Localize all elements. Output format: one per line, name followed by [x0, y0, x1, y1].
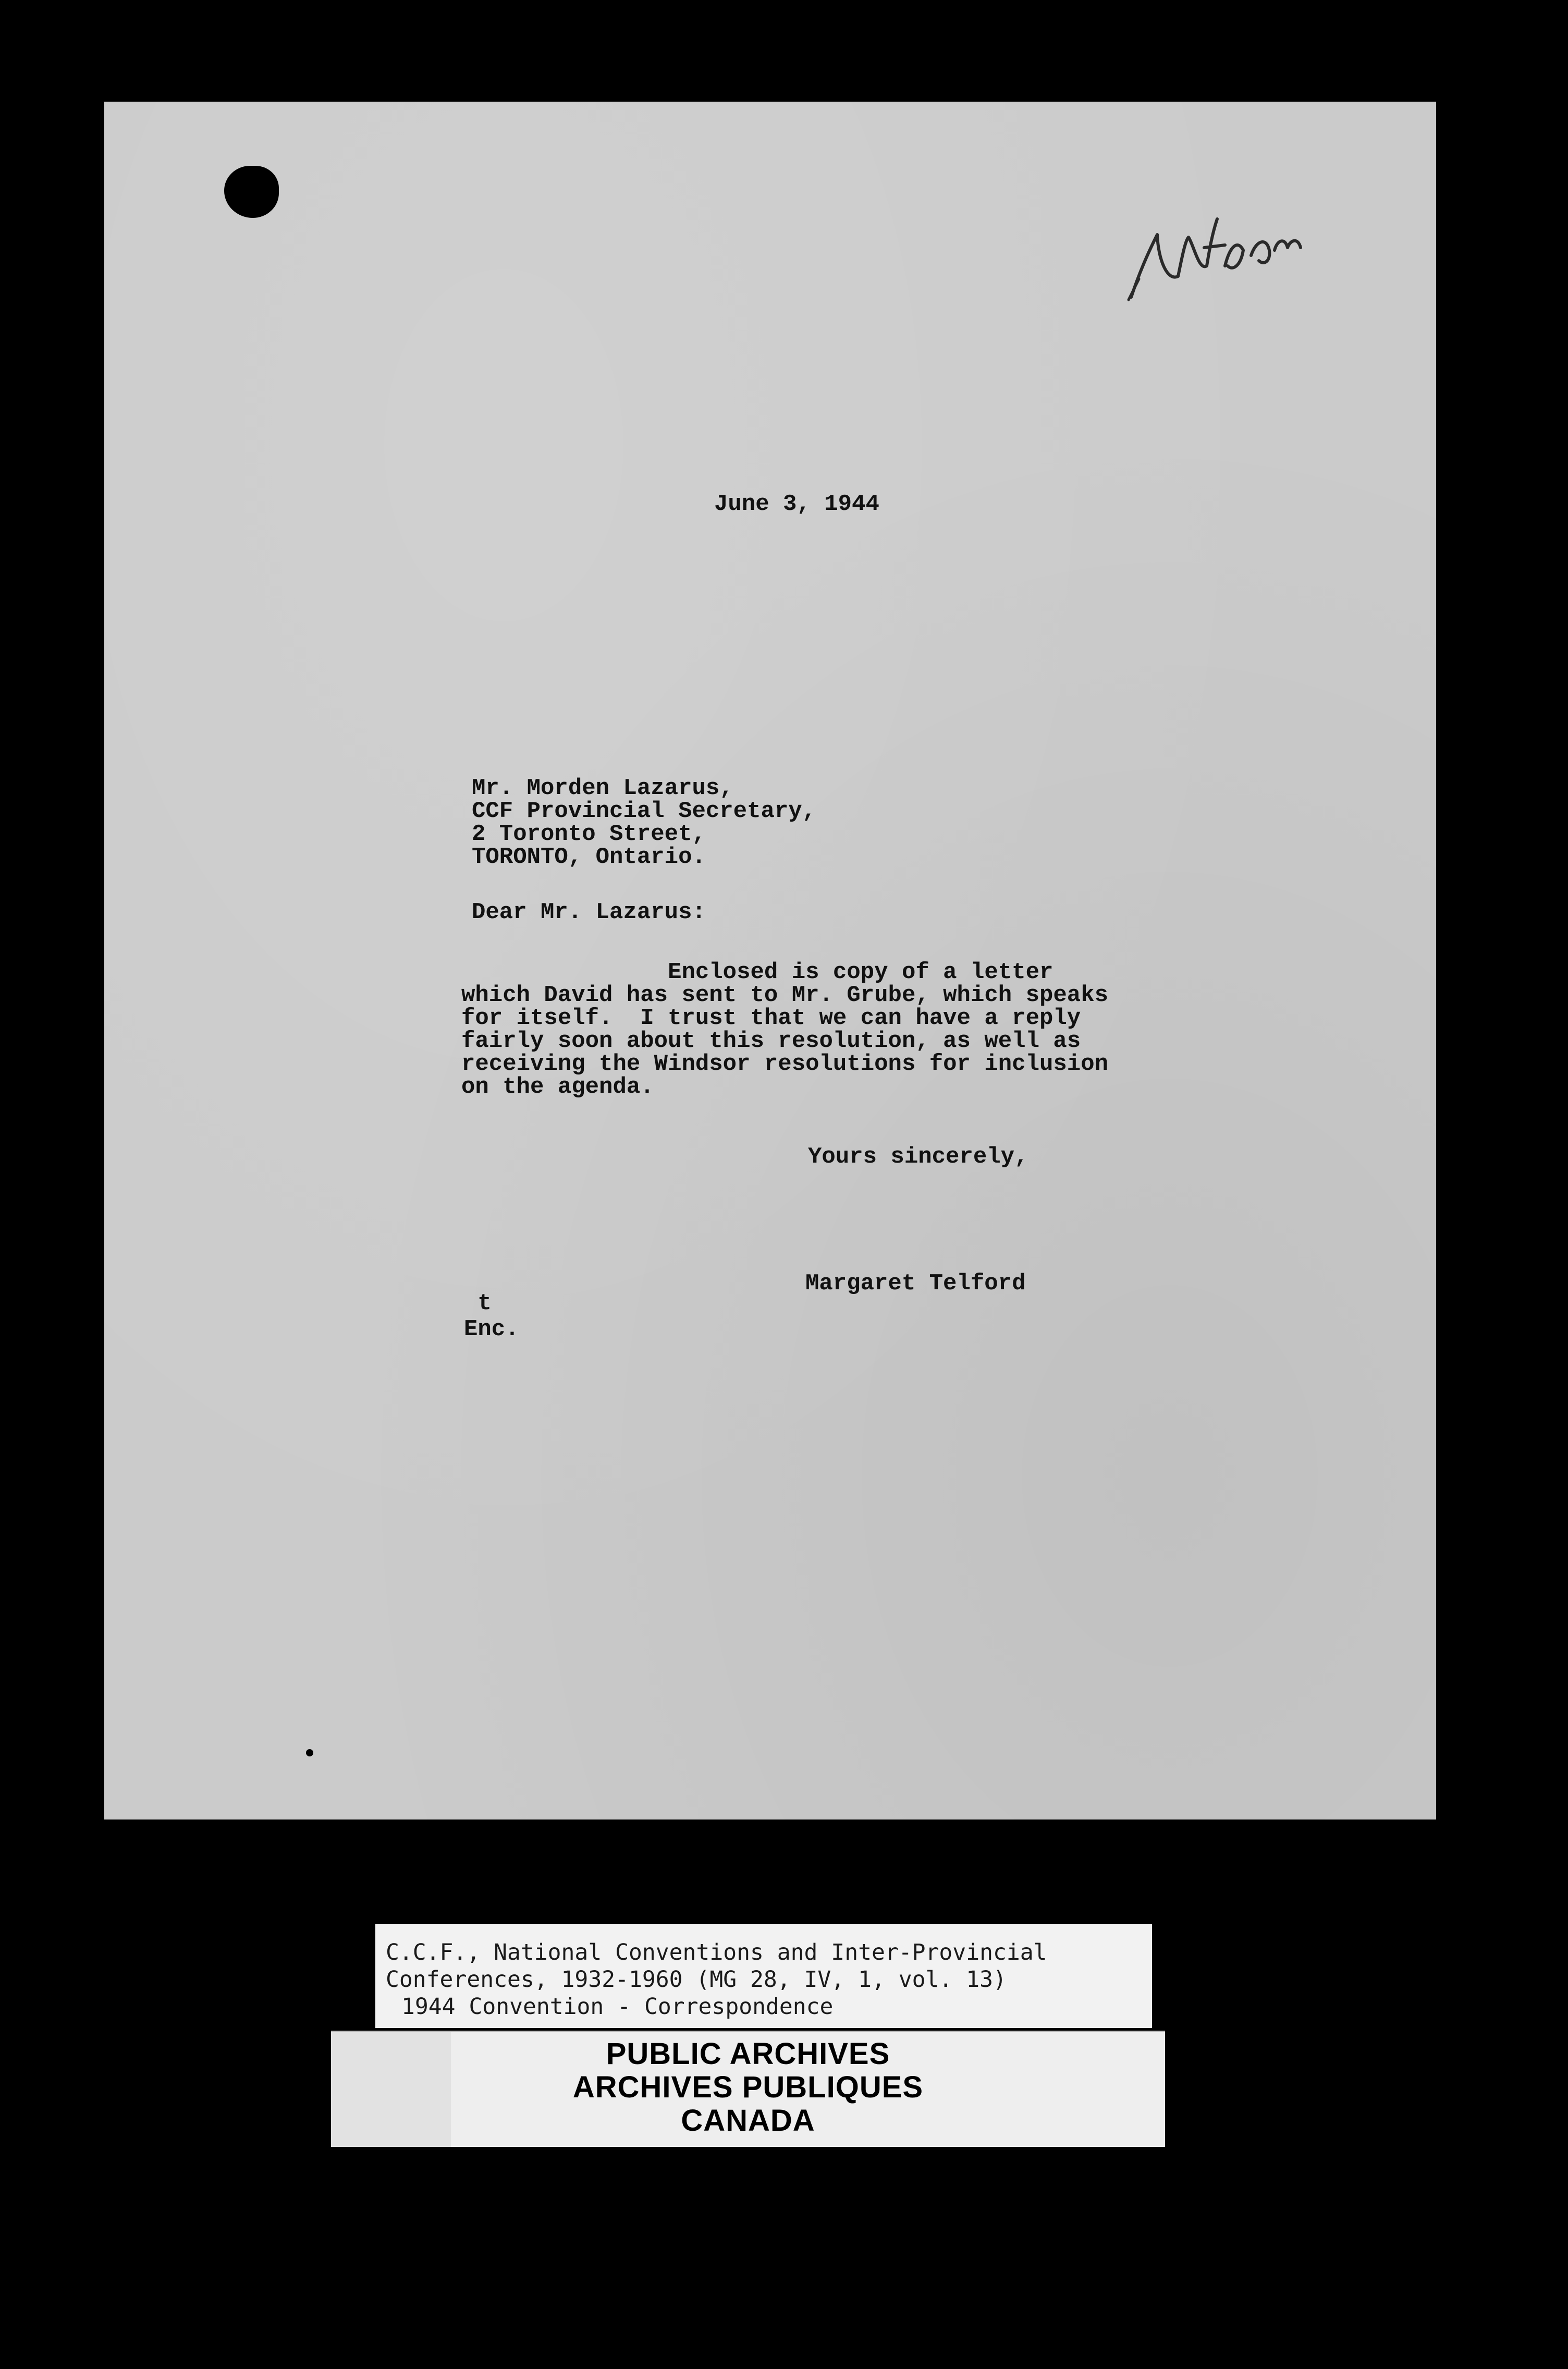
body-line: for itself. I trust that we can have a reply: [461, 1005, 1081, 1031]
stamp-line: ARCHIVES PUBLIQUES: [572, 2070, 924, 2104]
archives-stamp: [331, 2031, 1165, 2147]
archive-label: [375, 1924, 1152, 2028]
body-line: receiving the Windsor resolutions for inclusion: [461, 1051, 1109, 1077]
label-line: 1944 Convention - Correspondence: [401, 1994, 834, 2020]
signature-name: Margaret Telford: [805, 1271, 1026, 1297]
speck: [306, 1749, 313, 1756]
punch-hole: [224, 166, 279, 218]
stamp-line: CANADA: [681, 2104, 815, 2138]
recipient-address: [472, 777, 816, 869]
body-line: Enclosed is copy of a letter: [461, 959, 1054, 985]
stamp-line: PUBLIC ARCHIVES: [606, 2037, 890, 2071]
address-line: CCF Provincial Secretary,: [472, 798, 816, 824]
letter-date: June 3, 1944: [714, 491, 879, 517]
address-line: TORONTO, Ontario.: [472, 844, 706, 870]
reference-initials: [464, 1290, 519, 1342]
label-line: C.C.F., National Conventions and Inter-Provincial: [386, 1939, 1047, 1965]
handwritten-note: [1121, 188, 1319, 323]
initials-line: t: [464, 1290, 492, 1316]
enclosure-line: Enc.: [464, 1316, 519, 1342]
letter-body: [461, 961, 1108, 1098]
address-line: 2 Toronto Street,: [472, 821, 706, 847]
label-line: Conferences, 1932-1960 (MG 28, IV, 1, vol. 13): [386, 1967, 1007, 1993]
salutation: Dear Mr. Lazarus:: [472, 899, 706, 925]
address-line: Mr. Morden Lazarus,: [472, 775, 733, 801]
body-line: on the agenda.: [461, 1074, 654, 1100]
body-line: fairly soon about this resolution, as well as: [461, 1028, 1081, 1054]
speck: [1454, 133, 1460, 138]
body-line: which David has sent to Mr. Grube, which speaks: [461, 982, 1109, 1008]
complimentary-close: Yours sincerely,: [808, 1144, 1028, 1170]
